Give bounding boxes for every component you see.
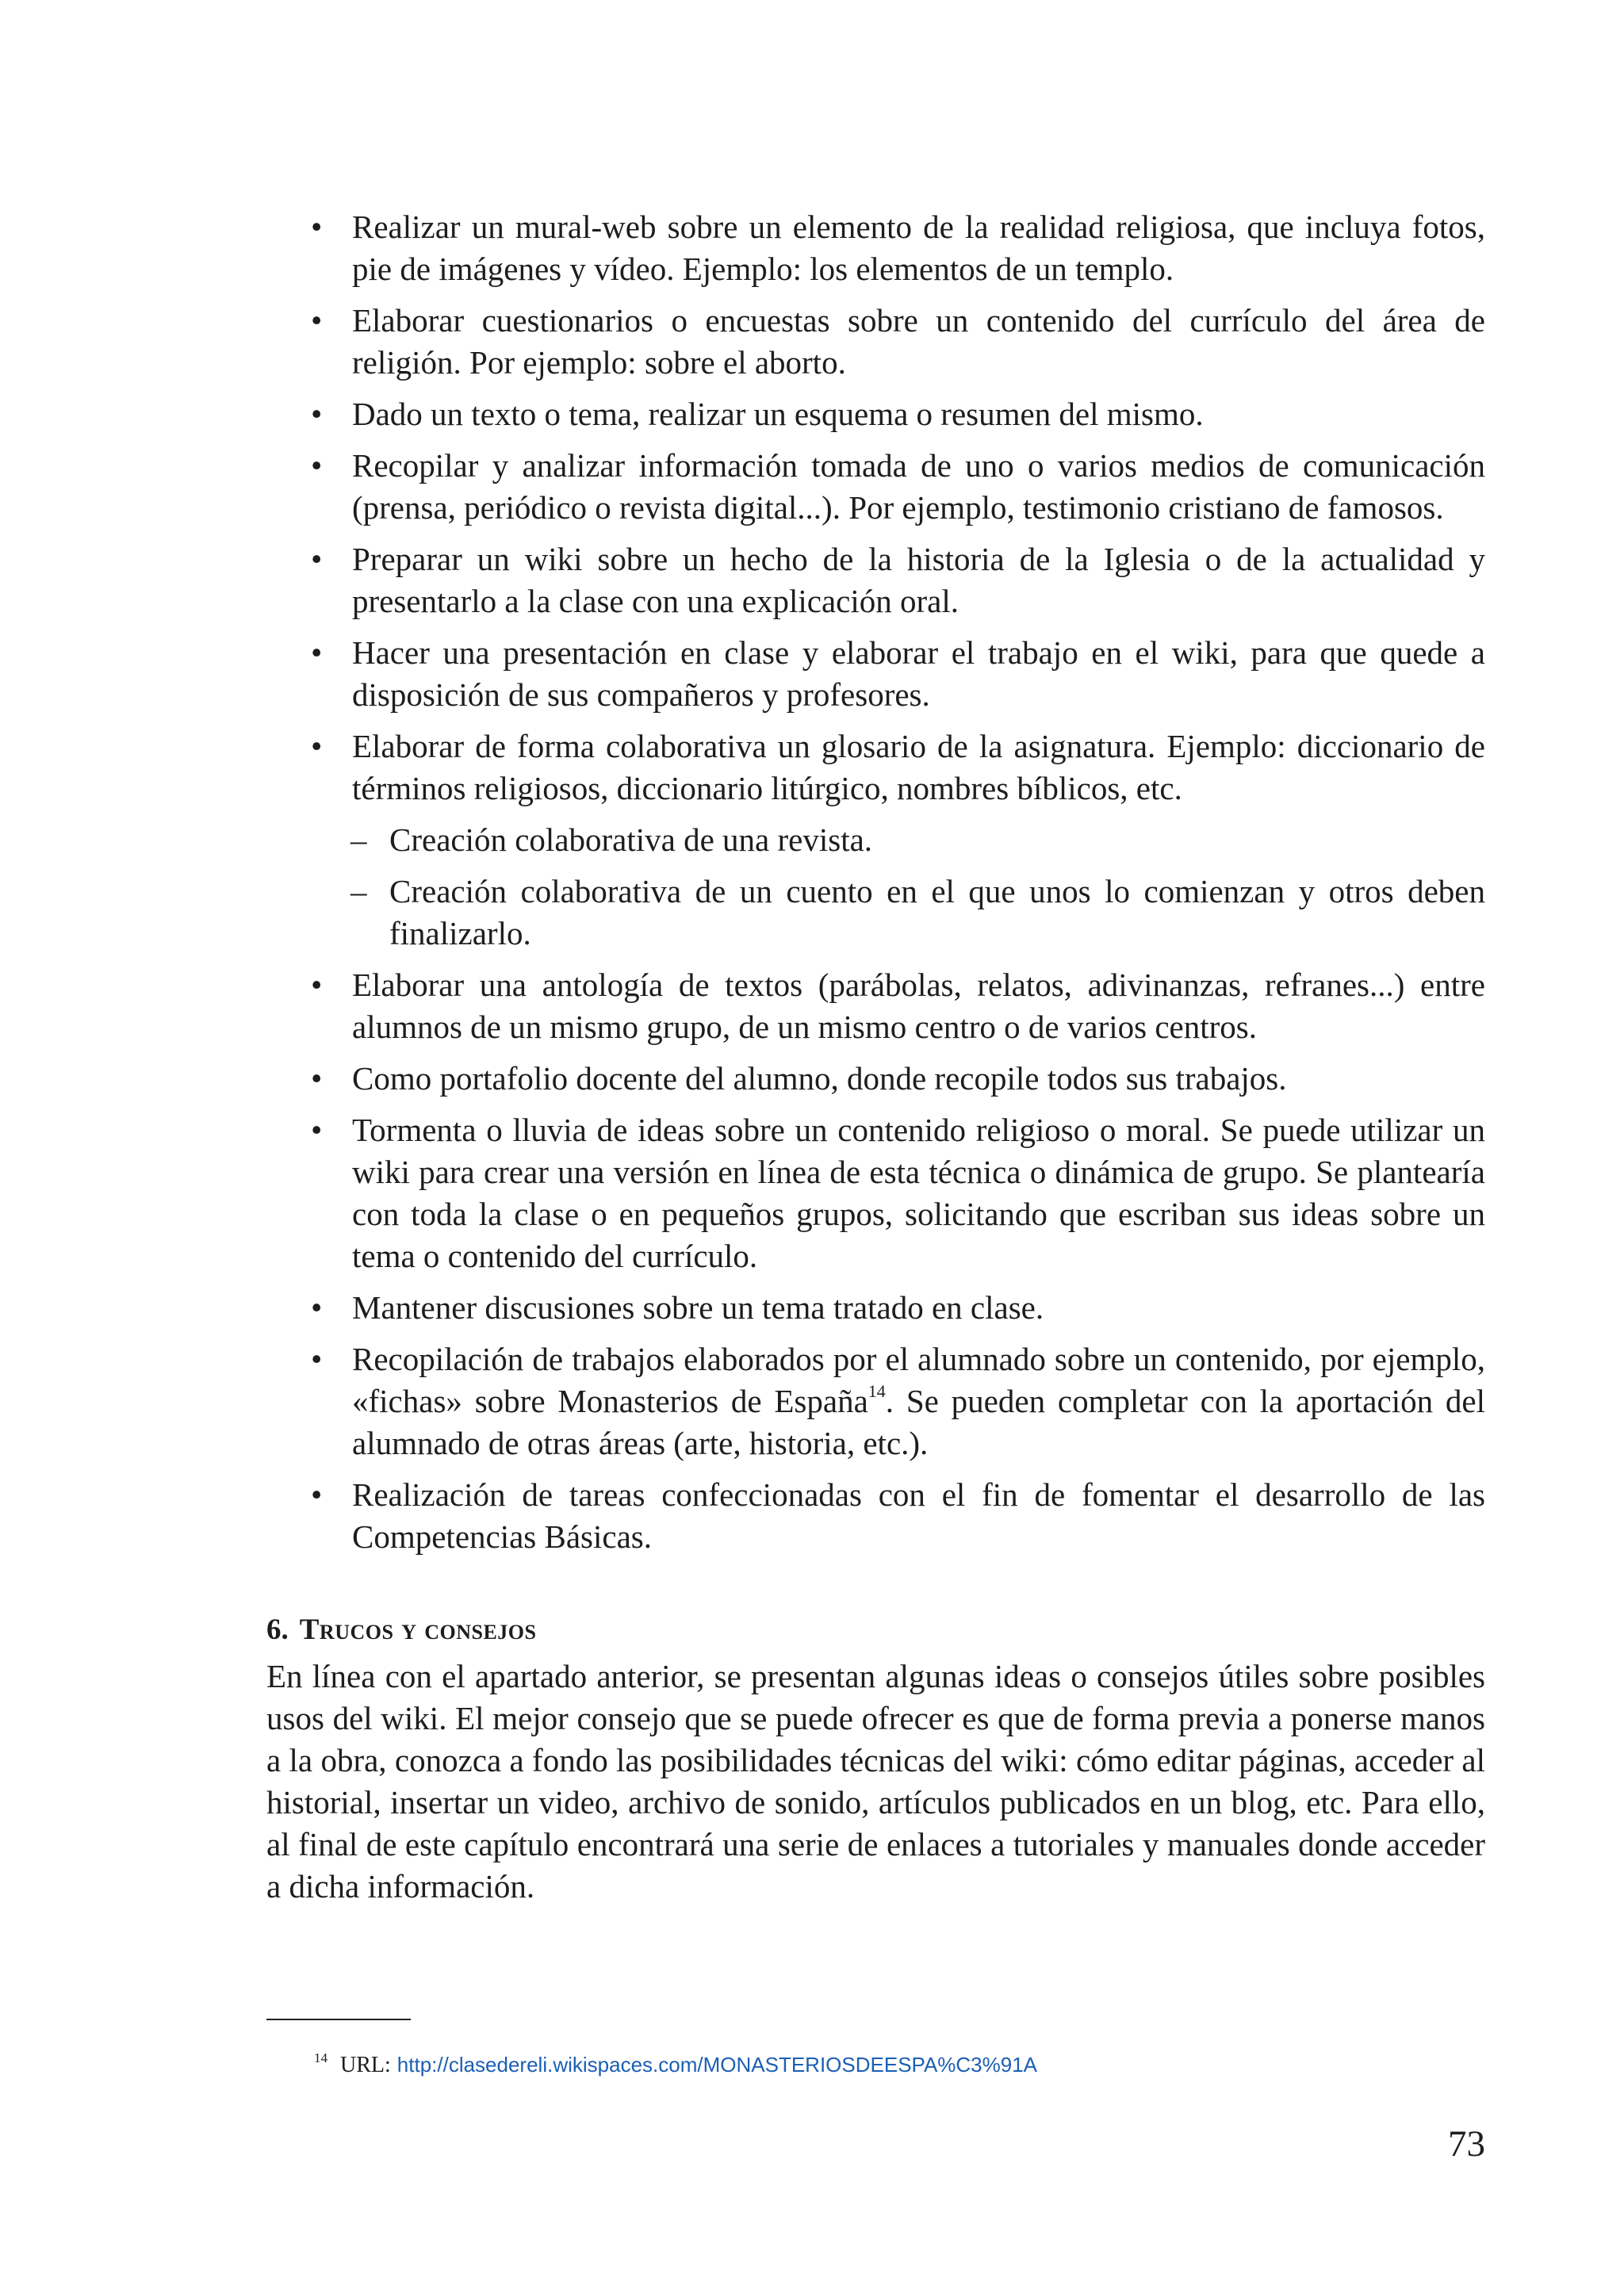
list-item bbox=[266, 393, 1485, 435]
page-number: 73 bbox=[1448, 2123, 1485, 2165]
footnote-number: 14 bbox=[314, 2050, 327, 2065]
bullet-marker: • bbox=[311, 209, 323, 245]
bullet-marker: • bbox=[311, 1112, 323, 1148]
section-title: Trucos y consejos bbox=[299, 1614, 537, 1646]
sub-list-item bbox=[266, 871, 1485, 955]
bullet-marker: • bbox=[311, 1341, 323, 1377]
bullet-marker: • bbox=[311, 1476, 323, 1513]
list-item bbox=[266, 206, 1485, 290]
footnote bbox=[314, 2050, 1037, 2082]
bullet-marker: • bbox=[311, 396, 323, 432]
main-content bbox=[266, 206, 1485, 1908]
dash-marker: – bbox=[350, 873, 367, 909]
bullet-marker: • bbox=[311, 447, 323, 484]
list-item-text: Como portafolio docente del alumno, donde recopile todos sus trabajos. bbox=[352, 1060, 1287, 1097]
footnote-reference[interactable]: 14 bbox=[868, 1381, 886, 1402]
list-item-text: Elaborar una antología de textos (parábolas, relatos, adivinanzas, refranes...) entre alumnos de un mismo grupo, de un mismo centro o de varios centros. bbox=[352, 967, 1485, 1045]
list-item-text: Elaborar de forma colaborativa un glosario de la asignatura. Ejemplo: diccionario de términos religiosos, diccionario litúrgico, nombres bíblicos, etc. bbox=[352, 728, 1485, 806]
section-paragraph: En línea con el apartado anterior, se presentan algunas ideas o consejos útiles sobre posibles usos del wiki. El mejor consejo que se puede ofrecer es que de forma previa a ponerse manos a la obra, conozca a fondo las posibilidades técnicas del wiki: cómo editar páginas, acceder al historial, insertar un video, archivo de sonido, artículos publicados en un blog, etc. Para ello, al final de este capítulo encontrará una serie de enlaces a tutoriales y manuales donde acceder a dicha información. bbox=[266, 1658, 1485, 1904]
list-item bbox=[266, 1287, 1485, 1329]
list-item bbox=[266, 1474, 1485, 1558]
list-item bbox=[266, 632, 1485, 716]
footnote-divider bbox=[266, 2019, 411, 2020]
bullet-marker: • bbox=[311, 967, 323, 1003]
bullet-marker: • bbox=[311, 728, 323, 764]
bullet-marker: • bbox=[311, 1289, 323, 1326]
list-item-text: Elaborar cuestionarios o encuestas sobre un contenido del currículo del área de religión. Por ejemplo: sobre el aborto. bbox=[352, 302, 1485, 381]
activity-list bbox=[266, 206, 1485, 1558]
sub-list-item-text: Creación colaborativa de un cuento en el que unos lo comienzan y otros deben finalizarlo. bbox=[389, 873, 1485, 951]
list-item bbox=[266, 1058, 1485, 1100]
sub-list-item-text: Creación colaborativa de una revista. bbox=[389, 821, 873, 858]
list-item-text: Realizar un mural-web sobre un elemento de la realidad religiosa, que incluya fotos, pie de imágenes y vídeo. Ejemplo: los elementos de un templo. bbox=[352, 209, 1485, 287]
bullet-marker: • bbox=[311, 302, 323, 339]
list-item bbox=[266, 1109, 1485, 1277]
list-item bbox=[266, 300, 1485, 384]
list-item-text-after: . Se pueden completar con la aportación del alumnado de otras áreas (arte, historia, etc.). bbox=[352, 1383, 1485, 1461]
bullet-marker: • bbox=[311, 634, 323, 671]
list-item-text: Tormenta o lluvia de ideas sobre un contenido religioso o moral. Se puede utilizar un wiki para crear una versión en línea de esta técnica o dinámica de grupo. Se plantearía con toda la clase o en pequeños grupos, solicitando que escriban sus ideas sobre un tema o contenido del currículo. bbox=[352, 1112, 1485, 1274]
list-item-text-before: Recopilación de trabajos elaborados por el alumnado sobre un contenido, por ejemplo, «fichas» sobre Monasterios de España bbox=[352, 1341, 1485, 1419]
list-item bbox=[266, 445, 1485, 529]
bullet-marker: • bbox=[311, 1060, 323, 1097]
list-item bbox=[266, 964, 1485, 1048]
list-item-text: Recopilar y analizar información tomada de uno o varios medios de comunicación (prensa, periódico o revista digital...). Por ejemplo, testimonio cristiano de famosos. bbox=[352, 447, 1485, 526]
section-heading bbox=[266, 1609, 1485, 1651]
dash-marker: – bbox=[350, 821, 367, 858]
sub-list-item bbox=[266, 819, 1485, 861]
list-item bbox=[266, 725, 1485, 810]
footnote-label: URL: bbox=[340, 2053, 391, 2077]
section-number: 6. bbox=[266, 1614, 289, 1646]
list-item bbox=[266, 538, 1485, 622]
list-item-text: Realización de tareas confeccionadas con el fin de fomentar el desarrollo de las Competencias Básicas. bbox=[352, 1476, 1485, 1555]
list-item-text: Preparar un wiki sobre un hecho de la historia de la Iglesia o de la actualidad y presentarlo a la clase con una explicación oral. bbox=[352, 541, 1485, 619]
bullet-marker: • bbox=[311, 541, 323, 577]
footnote-link[interactable]: http://clasedereli.wikispaces.com/MONASTERIOSDEESPA%C3%91A bbox=[396, 2053, 1038, 2077]
list-item bbox=[266, 1338, 1485, 1464]
list-item-text: Mantener discusiones sobre un tema tratado en clase. bbox=[352, 1289, 1044, 1326]
list-item-text: Dado un texto o tema, realizar un esquema o resumen del mismo. bbox=[352, 396, 1204, 432]
list-item-text: Hacer una presentación en clase y elaborar el trabajo en el wiki, para que quede a disposición de sus compañeros y profesores. bbox=[352, 634, 1485, 713]
